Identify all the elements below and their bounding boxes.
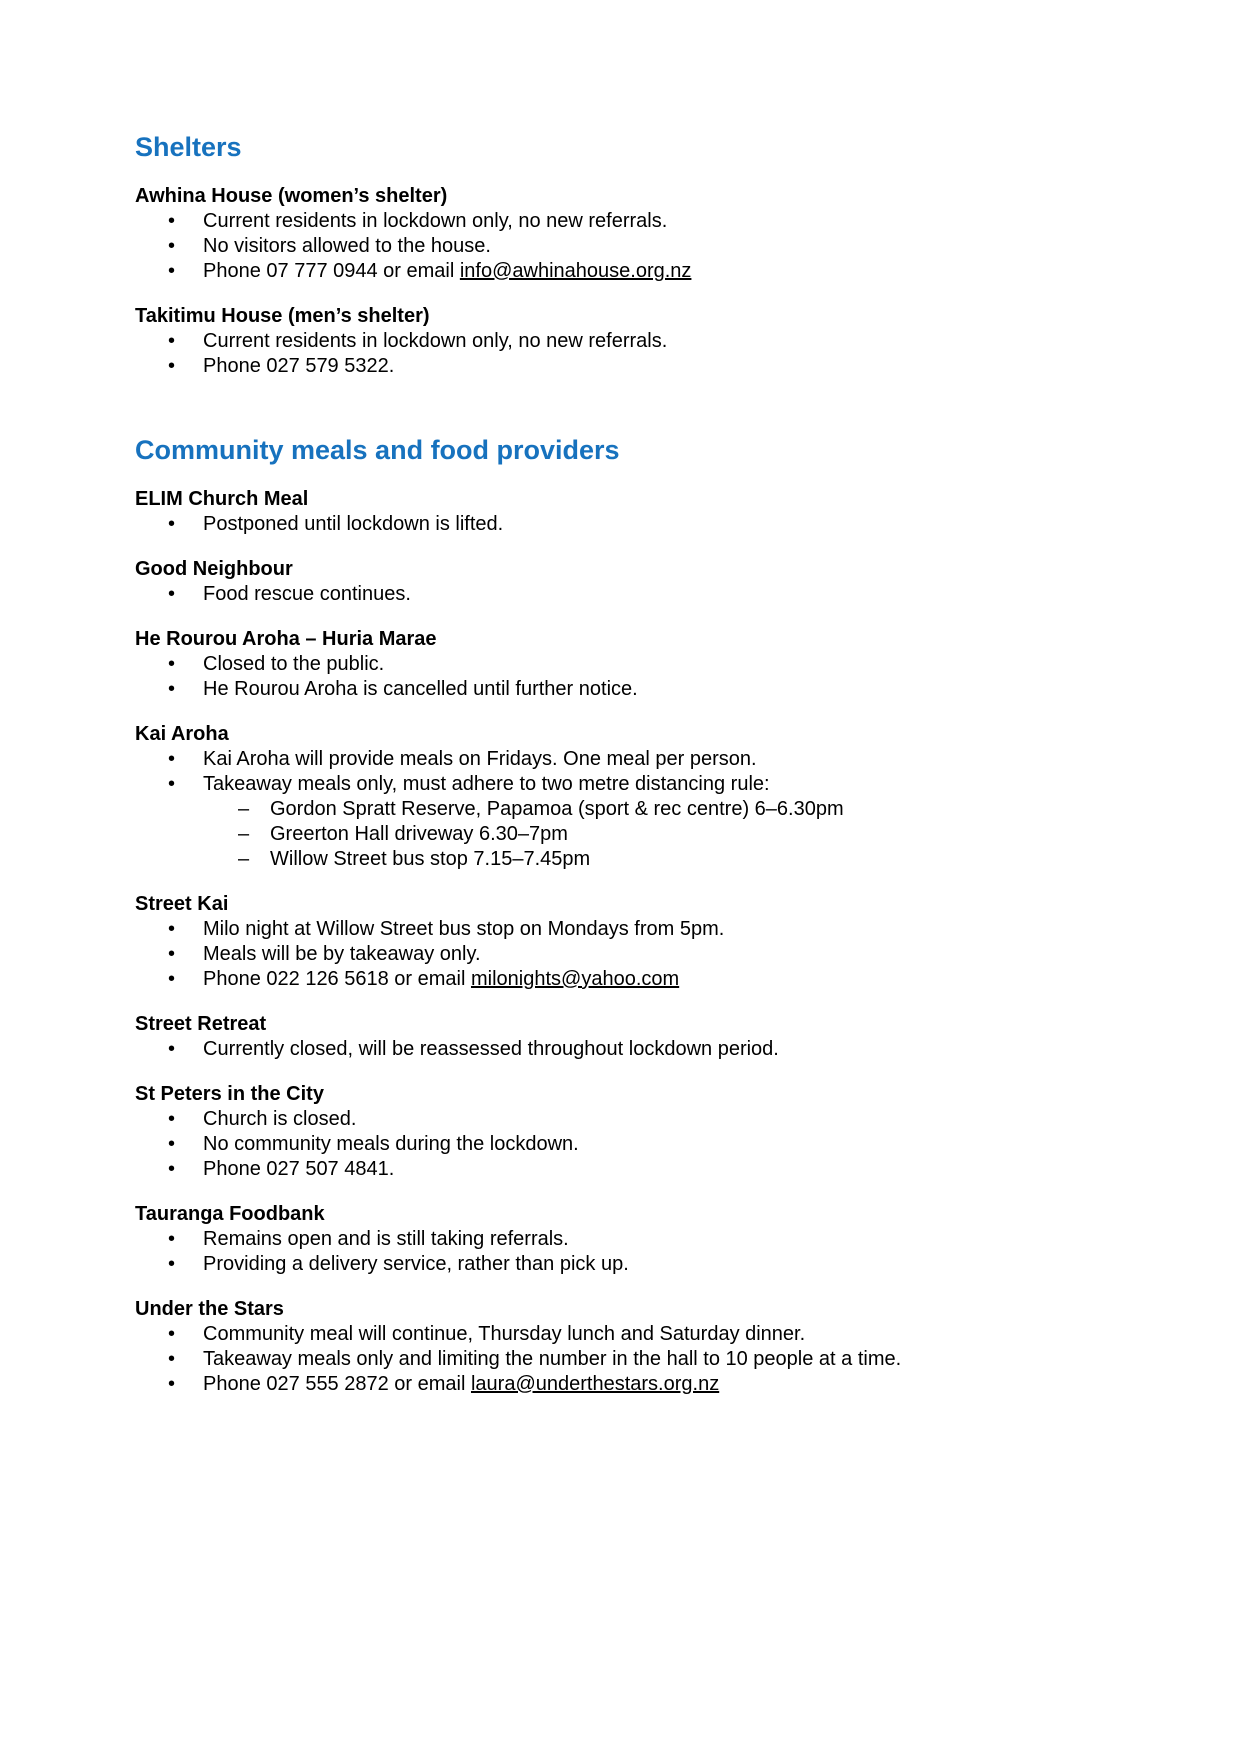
bullet-list: [135, 1107, 1140, 1182]
item-text: Willow Street bus stop 7.15–7.45pm: [270, 848, 591, 870]
item-text: Takeaway meals only and limiting the number in the hall to 10 people at a time.: [203, 1348, 902, 1370]
group-awhina-house: [135, 184, 1140, 284]
bullet-list: [135, 329, 1140, 379]
item-text: Takeaway meals only, must adhere to two metre distancing rule:: [203, 773, 770, 795]
list-item: [135, 234, 1140, 259]
item-text: Phone 07 777 0944 or email: [203, 260, 460, 282]
group-heading: Takitimu House (men’s shelter): [135, 305, 430, 327]
group-heading: Kai Aroha: [135, 723, 229, 745]
group-heading: Street Retreat: [135, 1013, 267, 1035]
group-under-the-stars: [135, 1297, 1140, 1397]
item-text: Current residents in lockdown only, no new referrals.: [203, 330, 668, 352]
list-item: [135, 1107, 1140, 1132]
list-item: [135, 1157, 1140, 1182]
list-item: [135, 1322, 1140, 1347]
group-heading: ELIM Church Meal: [135, 488, 309, 510]
group-elim-church-meal: [135, 487, 1140, 537]
group-good-neighbour: [135, 557, 1140, 607]
bullet-list: [135, 917, 1140, 992]
group-heading: Good Neighbour: [135, 558, 293, 580]
list-item: [135, 677, 1140, 702]
item-text: Currently closed, will be reassessed throughout lockdown period.: [203, 1038, 779, 1060]
group-heading: Tauranga Foodbank: [135, 1203, 325, 1225]
bullet-list: [135, 582, 1140, 607]
list-item: [135, 942, 1140, 967]
sub-bullet-list: [203, 797, 1140, 872]
item-text: Church is closed.: [203, 1108, 357, 1130]
list-item: [135, 1132, 1140, 1157]
list-item: [135, 1372, 1140, 1397]
item-text: Phone 027 507 4841.: [203, 1158, 395, 1180]
section-title: Community meals and food providers: [135, 435, 620, 465]
item-text: Greerton Hall driveway 6.30–7pm: [270, 823, 568, 845]
list-item: [135, 1252, 1140, 1277]
item-text: Postponed until lockdown is lifted.: [203, 513, 504, 535]
group-takitimu-house: [135, 304, 1140, 379]
sub-list-item: [203, 822, 1140, 847]
group-street-kai: [135, 892, 1140, 992]
group-heading: St Peters in the City: [135, 1083, 324, 1105]
item-text: Kai Aroha will provide meals on Fridays. One meal per person.: [203, 748, 757, 770]
list-item: [135, 209, 1140, 234]
bullet-list: [135, 1227, 1140, 1277]
list-item: [135, 582, 1140, 607]
item-text: Milo night at Willow Street bus stop on Mondays from 5pm.: [203, 918, 725, 940]
item-text: Providing a delivery service, rather than pick up.: [203, 1253, 629, 1275]
item-text: He Rourou Aroha is cancelled until further notice.: [203, 678, 638, 700]
list-item: [135, 772, 1140, 872]
item-text: Community meal will continue, Thursday lunch and Saturday dinner.: [203, 1323, 806, 1345]
list-item: [135, 1227, 1140, 1252]
section-community-meals: [135, 433, 1140, 1397]
sub-list-item: [203, 847, 1140, 872]
group-street-retreat: [135, 1012, 1140, 1062]
list-item: [135, 652, 1140, 677]
list-item: [135, 1037, 1140, 1062]
bullet-list: [135, 1322, 1140, 1397]
section-title: Shelters: [135, 132, 242, 162]
item-text: No visitors allowed to the house.: [203, 235, 491, 257]
group-heading: Street Kai: [135, 893, 229, 915]
item-text: No community meals during the lockdown.: [203, 1133, 579, 1155]
section-shelters: [135, 130, 1140, 379]
bullet-list: [135, 652, 1140, 702]
item-text: Phone 027 579 5322.: [203, 355, 395, 377]
item-text: Current residents in lockdown only, no new referrals.: [203, 210, 668, 232]
item-text: Closed to the public.: [203, 653, 385, 675]
list-item: [135, 512, 1140, 537]
email-link[interactable]: milonights@yahoo.com: [470, 968, 680, 990]
email-link[interactable]: laura@underthestars.org.nz: [470, 1373, 720, 1395]
group-st-peters: [135, 1082, 1140, 1182]
item-text: Gordon Spratt Reserve, Papamoa (sport & rec centre) 6–6.30pm: [270, 798, 844, 820]
bullet-list: [135, 209, 1140, 284]
item-text: Food rescue continues.: [203, 583, 411, 605]
group-tauranga-foodbank: [135, 1202, 1140, 1277]
list-item: [135, 354, 1140, 379]
list-item: [135, 967, 1140, 992]
list-item: [135, 747, 1140, 772]
list-item: [135, 917, 1140, 942]
email-link[interactable]: info@awhinahouse.org.nz: [459, 260, 692, 282]
item-text: Phone 027 555 2872 or email: [203, 1373, 471, 1395]
list-item: [135, 329, 1140, 354]
item-text: Meals will be by takeaway only.: [203, 943, 481, 965]
bullet-list: [135, 1037, 1140, 1062]
bullet-list: [135, 747, 1140, 872]
list-item: [135, 259, 1140, 284]
sub-list-item: [203, 797, 1140, 822]
group-heading: Awhina House (women’s shelter): [135, 185, 448, 207]
group-he-rourou-aroha: [135, 627, 1140, 702]
group-kai-aroha: [135, 722, 1140, 872]
group-heading: He Rourou Aroha – Huria Marae: [135, 628, 437, 650]
item-text: Remains open and is still taking referrals.: [203, 1228, 569, 1250]
group-heading: Under the Stars: [135, 1298, 284, 1320]
bullet-list: [135, 512, 1140, 537]
item-text: Phone 022 126 5618 or email: [203, 968, 471, 990]
list-item: [135, 1347, 1140, 1372]
